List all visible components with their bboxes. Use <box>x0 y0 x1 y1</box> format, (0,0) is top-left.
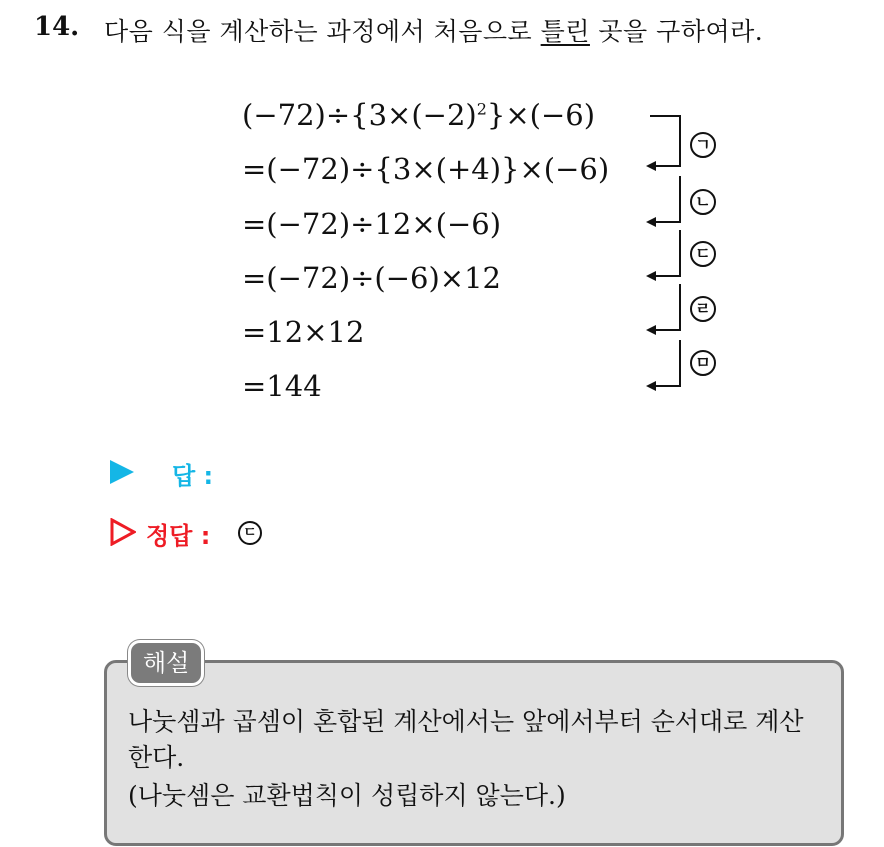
question-text-underlined: 틀린 <box>540 17 590 46</box>
arrowhead-3 <box>646 271 656 281</box>
explanation-tag: 해설 <box>128 640 204 686</box>
play-triangle-icon <box>110 460 134 484</box>
step-3: =(−72)÷(−6)×12 <box>242 261 502 295</box>
correct-answer-label: 정답 : <box>146 522 211 550</box>
step-0-expr-after: }×(−6) <box>486 98 596 132</box>
step-mark-3: ㄷ <box>690 241 716 267</box>
question-number: 14. <box>34 12 80 42</box>
step-mark-4: ㄹ <box>690 296 716 322</box>
answer-label: 답 : <box>172 462 214 490</box>
bracket-1 <box>650 116 680 166</box>
question-text-after: 곳을 구하여라. <box>589 17 764 46</box>
explanation-box <box>104 660 844 846</box>
bracket-4 <box>652 284 680 330</box>
arrowhead-2 <box>646 217 656 227</box>
arrowhead-4 <box>646 325 656 335</box>
step-5: =144 <box>242 369 322 403</box>
step-mark-2: ㄴ <box>690 189 716 215</box>
bracket-2 <box>652 176 680 222</box>
step-1: =(−72)÷{3×(+4)}×(−6) <box>242 152 610 186</box>
step-0-exponent: 2 <box>476 99 487 119</box>
step-mark-1: ㄱ <box>690 132 716 158</box>
question-text-before: 다음 식을 계산하는 과정에서 처음으로 <box>104 17 541 46</box>
step-mark-5: ㅁ <box>690 350 716 376</box>
outline-triangle-icon <box>110 518 136 546</box>
arrowhead-1 <box>646 161 656 171</box>
step-2: =(−72)÷12×(−6) <box>242 207 502 241</box>
explanation-line-2: 한다. <box>128 743 185 772</box>
step-0-expr: (−72)÷{3×(−2) <box>242 98 477 132</box>
step-4: =12×12 <box>242 315 365 349</box>
arrowhead-5 <box>646 381 656 391</box>
explanation-line-1: 나눗셈과 곱셈이 혼합된 계산에서는 앞에서부터 순서대로 계산 <box>128 707 804 736</box>
bracket-5 <box>652 340 680 386</box>
bracket-3 <box>652 230 680 276</box>
explanation-line-3: (나눗셈은 교환법칙이 성립하지 않는다.) <box>128 781 566 810</box>
correct-answer-value: ㄷ <box>238 521 262 545</box>
